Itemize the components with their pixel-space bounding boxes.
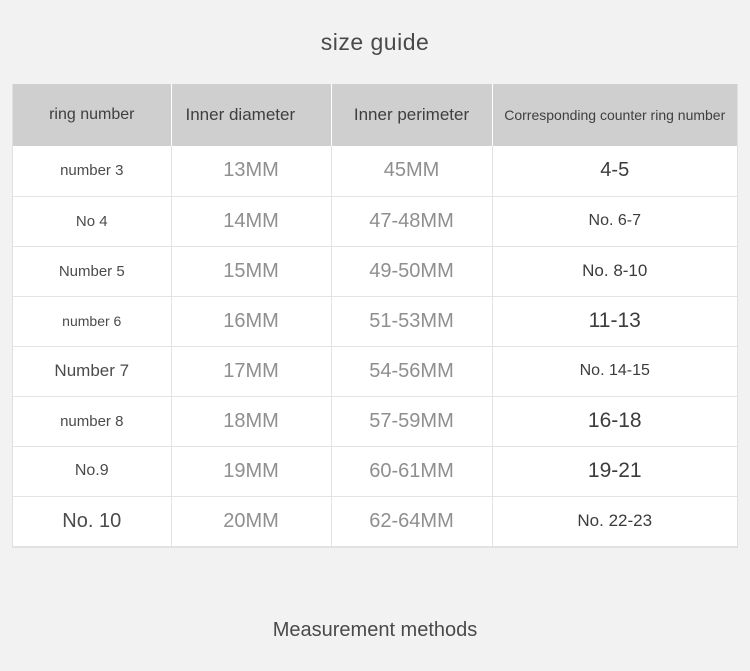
cell-inner-diameter: 19MM [171,446,331,496]
cell-ring-number: No. 10 [13,496,171,546]
cell-ring-number: number 6 [13,296,171,346]
column-header-inner-perimeter: Inner perimeter [331,84,492,146]
cell-inner-perimeter: 54-56MM [331,346,492,396]
cell-inner-diameter: 18MM [171,396,331,446]
cell-inner-diameter: 15MM [171,246,331,296]
table-row [13,496,737,546]
table-row [13,346,737,396]
table-row [13,246,737,296]
cell-inner-perimeter: 47-48MM [331,196,492,246]
cell-counter-ring-number: No. 14-15 [492,346,737,396]
page-footer [0,589,750,671]
cell-inner-diameter: 13MM [171,146,331,196]
table-header [13,84,737,146]
table-row [13,196,737,246]
cell-inner-perimeter: 51-53MM [331,296,492,346]
cell-ring-number: No.9 [13,446,171,496]
cell-counter-ring-number: 19-21 [492,446,737,496]
cell-ring-number: Number 5 [13,246,171,296]
cell-inner-perimeter: 60-61MM [331,446,492,496]
size-table-container [12,84,738,548]
size-table [13,84,737,547]
table-row [13,396,737,446]
cell-ring-number: number 3 [13,146,171,196]
cell-counter-ring-number: 16-18 [492,396,737,446]
table-row [13,446,737,496]
cell-inner-perimeter: 57-59MM [331,396,492,446]
table-row [13,296,737,346]
cell-inner-perimeter: 62-64MM [331,496,492,546]
measurement-methods-label: Measurement methods [272,618,478,641]
cell-counter-ring-number: No. 8-10 [492,246,737,296]
cell-inner-perimeter: 49-50MM [331,246,492,296]
cell-inner-perimeter: 45MM [331,146,492,196]
cell-ring-number: number 8 [13,396,171,446]
page-title: size guide [320,28,430,55]
page-header [0,0,750,84]
cell-ring-number: Number 7 [13,346,171,396]
column-header-counter-ring-number: Corresponding counter ring number [492,84,737,146]
cell-inner-diameter: 14MM [171,196,331,246]
cell-inner-diameter: 20MM [171,496,331,546]
table-row [13,146,737,196]
cell-counter-ring-number: No. 22-23 [492,496,737,546]
cell-counter-ring-number: No. 6-7 [492,196,737,246]
cell-counter-ring-number: 11-13 [492,296,737,346]
cell-counter-ring-number: 4-5 [492,146,737,196]
table-body [13,146,737,546]
cell-inner-diameter: 16MM [171,296,331,346]
cell-inner-diameter: 17MM [171,346,331,396]
cell-ring-number: No 4 [13,196,171,246]
column-header-inner-diameter: Inner diameter [171,84,331,146]
table-header-row [13,84,737,146]
column-header-ring-number: ring number [13,84,171,146]
